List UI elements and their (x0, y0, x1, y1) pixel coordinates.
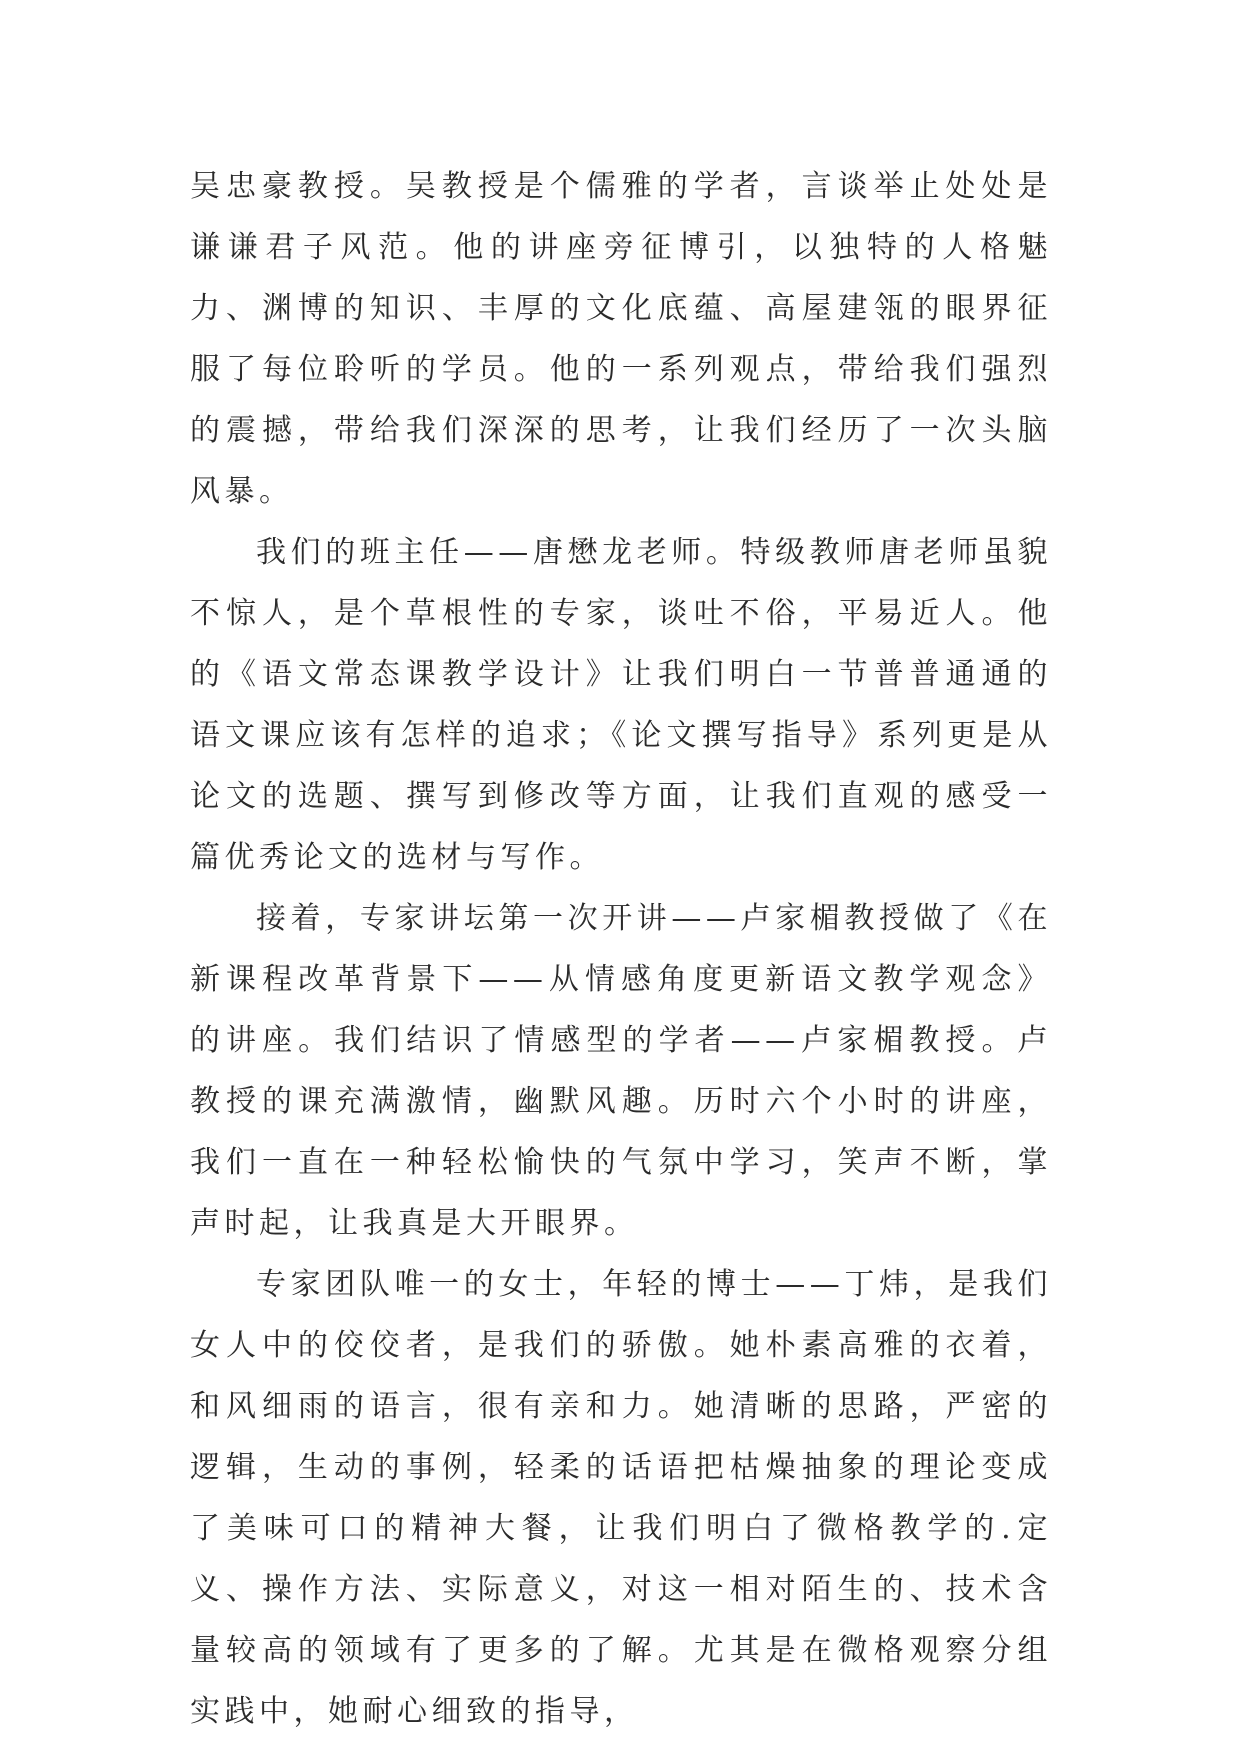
document-body (190, 156, 1052, 1742)
paragraph-1: 吴忠豪教授。吴教授是个儒雅的学者，言谈举止处处是谦谦君子风范。他的讲座旁征博引，以独特的人格魅力、渊博的知识、丰厚的文化底蕴、高屋建瓴的眼界征服了每位聆听的学员。他的一系列观点，带给我们强烈的震撼，带给我们深深的思考，让我们经历了一次头脑风暴。 (190, 169, 1052, 509)
paragraph-4: 专家团队唯一的女士，年轻的博士——丁炜，是我们女人中的佼佼者，是我们的骄傲。她朴素高雅的衣着，和风细雨的语言，很有亲和力。她清晰的思路，严密的逻辑，生动的事例，轻柔的话语把枯燥抽象的理论变成了美味可口的精神大餐，让我们明白了微格教学的.定义、操作方法、实际意义，对这一相对陌生的、技术含量较高的领域有了更多的了解。尤其是在微格观察分组实践中，她耐心细致的指导， (190, 1267, 1052, 1729)
paragraph-3: 接着，专家讲坛第一次开讲——卢家楣教授做了《在新课程改革背景下——从情感角度更新语文教学观念》的讲座。我们结识了情感型的学者——卢家楣教授。卢教授的课充满激情，幽默风趣。历时六个小时的讲座，我们一直在一种轻松愉快的气氛中学习，笑声不断，掌声时起，让我真是大开眼界。 (190, 901, 1052, 1241)
paragraph-2: 我们的班主任——唐懋龙老师。特级教师唐老师虽貌不惊人，是个草根性的专家，谈吐不俗，平易近人。他的《语文常态课教学设计》让我们明白一节普普通通的语文课应该有怎样的追求；《论文撰写指导》系列更是从论文的选题、撰写到修改等方面，让我们直观的感受一篇优秀论文的选材与写作。 (190, 535, 1052, 875)
